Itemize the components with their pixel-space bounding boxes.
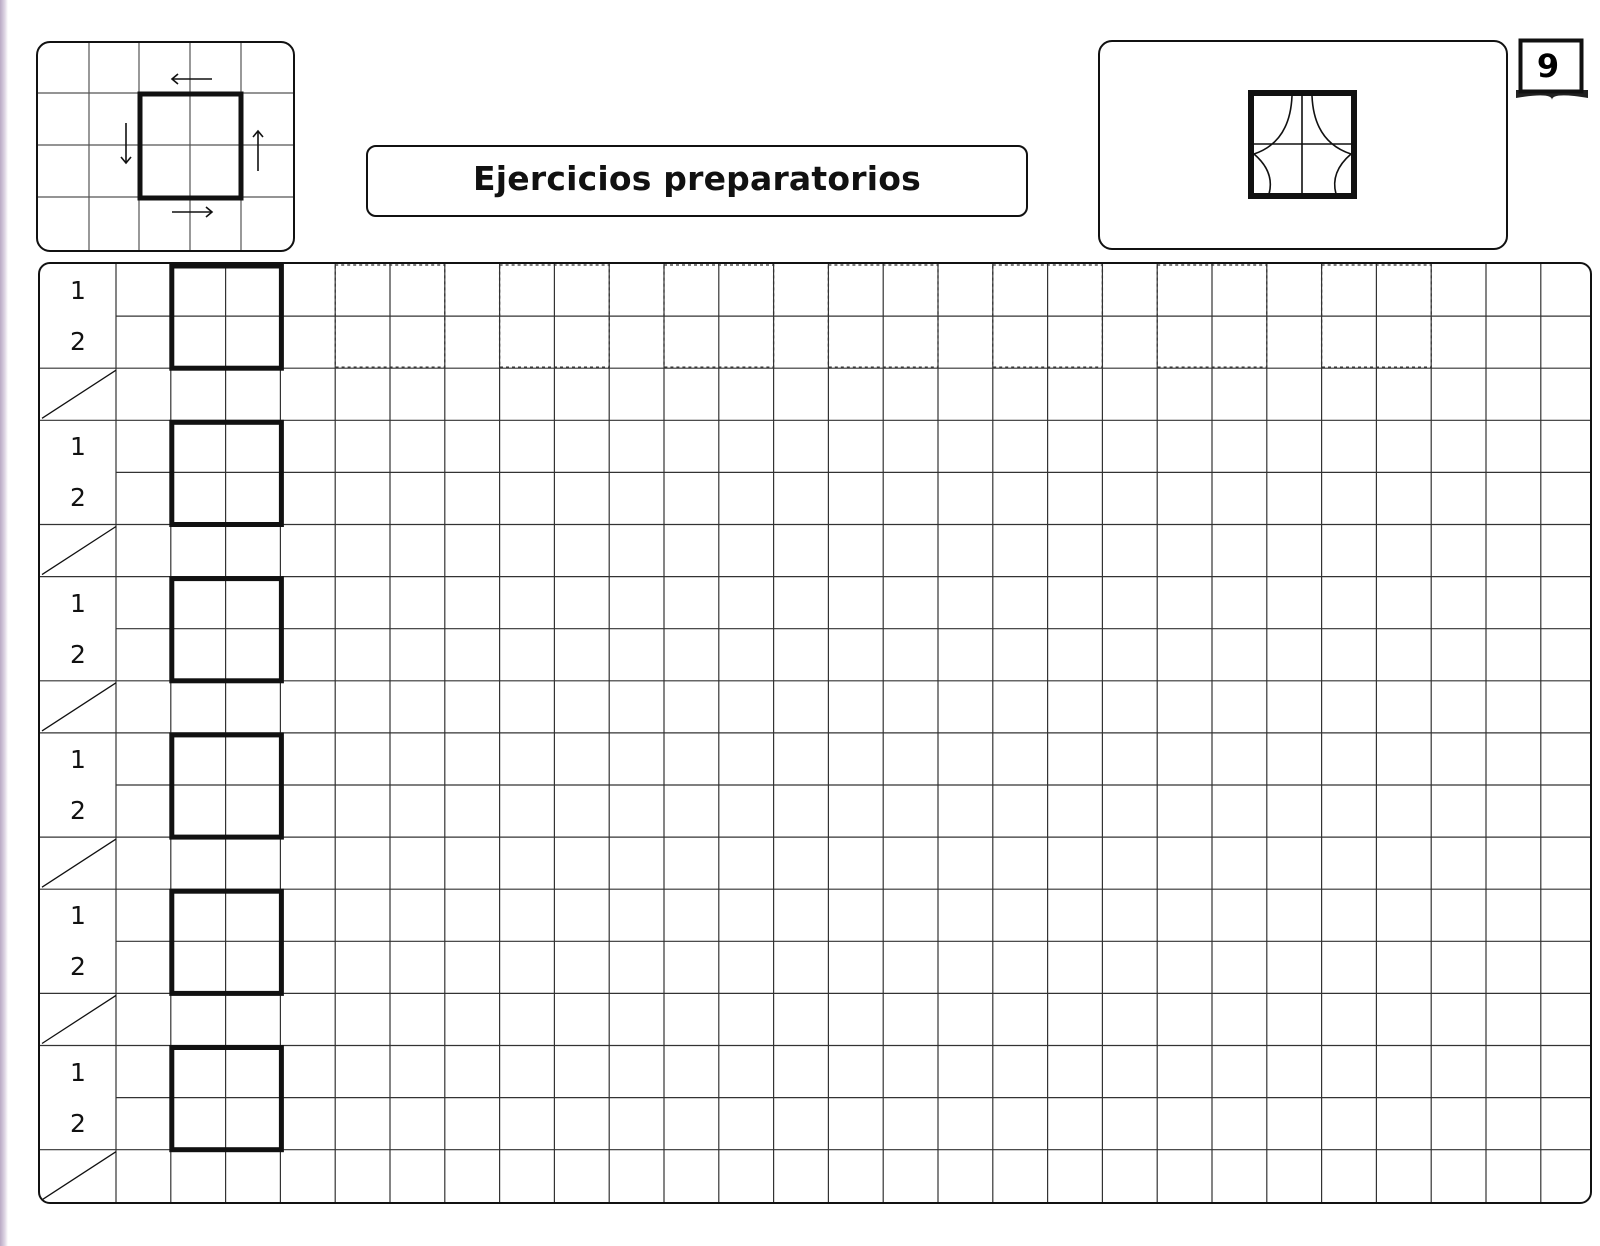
down-arrow-icon xyxy=(121,123,131,163)
slash-divider xyxy=(42,839,116,887)
row-label-1: 1 xyxy=(70,1057,86,1087)
up-arrow-icon xyxy=(253,131,263,171)
right-arrow-icon xyxy=(172,207,212,217)
row-label-1: 1 xyxy=(70,276,86,306)
row-label-2: 2 xyxy=(70,952,86,982)
slash-divider xyxy=(42,1152,116,1200)
title-banner xyxy=(366,145,1028,217)
slash-divider xyxy=(42,370,116,418)
row-label-2: 2 xyxy=(70,327,86,357)
window-curtains-icon xyxy=(1100,42,1510,252)
slash-divider xyxy=(42,527,116,575)
row-label-1: 1 xyxy=(70,901,86,931)
slash-divider xyxy=(42,683,116,731)
model-square xyxy=(172,422,282,524)
row-label-2: 2 xyxy=(70,1108,86,1138)
model-panel xyxy=(1098,40,1508,250)
page-edge xyxy=(0,0,8,1246)
model-square xyxy=(172,266,282,368)
worksheet-grid xyxy=(38,262,1592,1204)
row-label-1: 1 xyxy=(70,432,86,462)
example-panel xyxy=(36,41,295,252)
page-title: Ejercicios preparatorios xyxy=(473,158,921,198)
slash-divider xyxy=(42,995,116,1043)
example-grid xyxy=(38,43,295,252)
page-number: 9 xyxy=(1536,47,1560,85)
model-square xyxy=(172,579,282,681)
row-label-1: 1 xyxy=(70,588,86,618)
row-label-2: 2 xyxy=(70,483,86,513)
model-square xyxy=(172,735,282,837)
model-square xyxy=(172,1048,282,1150)
left-arrow-icon xyxy=(172,74,212,84)
model-square xyxy=(172,891,282,993)
row-label-1: 1 xyxy=(70,744,86,774)
row-label-2: 2 xyxy=(70,796,86,826)
row-label-2: 2 xyxy=(70,639,86,669)
grid-lines xyxy=(40,264,1592,1204)
